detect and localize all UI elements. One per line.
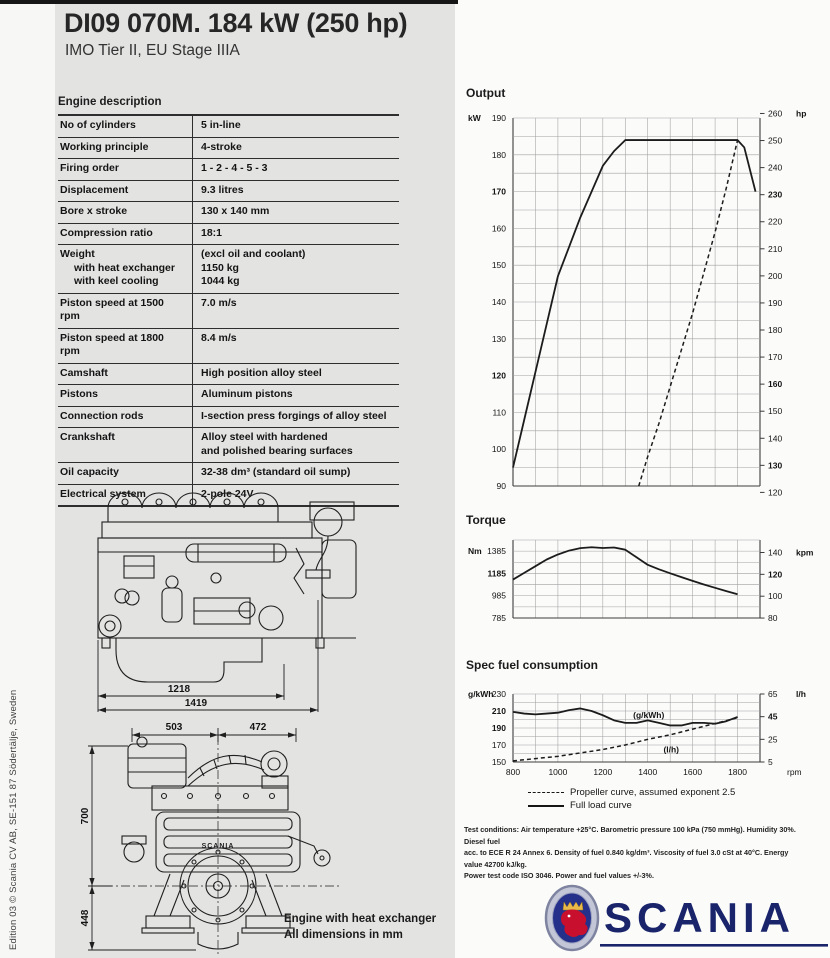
- footnote-line-2: acc. to ECE R 24 Annex 6. Density of fuel 0.840 kg/dm³. Viscosity of fuel 3.0 cSt at 40°C. Energy value 42700 kJ/kg.: [464, 848, 789, 869]
- spec-value-line: 130 x 140 mm: [201, 205, 270, 217]
- left-axis-tick-label: 230: [491, 689, 506, 699]
- spec-value-line: 1 - 2 - 4 - 5 - 3: [201, 162, 268, 174]
- caption-line-1: Engine with heat exchanger: [284, 913, 437, 925]
- legend-full-load-curve: [528, 799, 735, 812]
- right-axis-tick-label: 260: [768, 108, 783, 119]
- table-row: [58, 202, 399, 224]
- curve-propeller-curve: [639, 140, 738, 486]
- left-axis-unit-label: g/kWh: [468, 689, 494, 699]
- spec-label-cell: [58, 224, 192, 245]
- svg-text:SCANIA: SCANIA: [201, 843, 235, 850]
- spec-value-line: I-section press forgings of alloy steel: [201, 409, 387, 422]
- output-chart-title: Output: [466, 86, 506, 100]
- right-axis-tick-label: 80: [768, 613, 778, 624]
- spec-value-line: 7.0 m/s: [201, 296, 237, 309]
- spec-label-line: Piston speed at 1800 rpm: [60, 331, 164, 357]
- spec-value-line: 9.3 litres: [201, 183, 244, 196]
- spec-label-cell: [58, 364, 192, 385]
- left-axis-tick-label: 785: [491, 613, 506, 623]
- spec-label-line: Bore x stroke: [60, 205, 128, 217]
- spec-value-line: Aluminum pistons: [201, 388, 293, 400]
- table-row: [58, 245, 399, 294]
- legend-propeller-label: Propeller curve, assumed exponent 2.5: [570, 787, 736, 798]
- caption-line-2: All dimensions in mm: [284, 928, 403, 941]
- spec-label-line: Piston speed at 1500 rpm: [60, 296, 164, 322]
- spec-value-cell: [192, 245, 399, 293]
- series-inline-label: (l/h): [663, 744, 680, 755]
- spec-value-line: Alloy steel with hardened: [201, 431, 328, 443]
- left-axis-tick-label: 120: [491, 370, 506, 381]
- spec-value-line: 1150 kg: [201, 261, 239, 274]
- spec-value-cell: [192, 202, 399, 223]
- spec-value-cell: [192, 138, 399, 159]
- right-axis-tick-label: 170: [768, 352, 783, 363]
- left-axis-tick-label: 210: [491, 706, 506, 716]
- series-inline-label: (g/kWh): [633, 709, 665, 720]
- spec-value-cell: [192, 159, 399, 180]
- table-row: [58, 116, 399, 138]
- spec-label-line: Compression ratio: [60, 226, 153, 239]
- x-axis-unit-label: rpm: [787, 767, 802, 777]
- right-axis-tick-label: 240: [768, 162, 783, 173]
- engine-side-view-drawing: [66, 478, 406, 713]
- spec-label-cell: [58, 428, 192, 462]
- table-row: [58, 224, 399, 246]
- table-row: [58, 181, 399, 203]
- left-axis-tick-label: 160: [491, 223, 506, 234]
- left-axis-tick-label: 1185: [487, 568, 506, 579]
- table-row: [58, 385, 399, 407]
- right-axis-tick-label: 25: [768, 734, 778, 745]
- left-axis-tick-label: 90: [496, 481, 506, 491]
- spec-value-line: 4-stroke: [201, 140, 242, 153]
- right-axis-tick-label: 200: [768, 270, 783, 281]
- right-axis-tick-label: 45: [768, 711, 778, 722]
- engine-table-heading: Engine description: [58, 96, 162, 108]
- spec-label-line: Electrical system: [60, 487, 146, 500]
- right-axis-tick-label: 120: [768, 487, 783, 498]
- right-axis-unit-label: l/h: [796, 689, 806, 699]
- table-row: [58, 159, 399, 181]
- right-axis-tick-label: 250: [768, 135, 783, 146]
- x-axis-tick-label: 1000: [548, 767, 568, 777]
- spec-label-line: with heat exchanger: [74, 261, 175, 274]
- spec-label-line: No of cylinders: [60, 119, 136, 131]
- right-axis-tick-label: 120: [768, 569, 783, 580]
- spec-label-cell: [58, 181, 192, 202]
- spec-label-line: Displacement: [60, 183, 129, 196]
- page-subtitle: IMO Tier II, EU Stage IIIA: [65, 42, 240, 59]
- torque-chart-title: Torque: [466, 513, 506, 527]
- left-axis-unit-label: Nm: [468, 546, 482, 557]
- spec-label-line: Weight: [60, 248, 95, 260]
- spec-value-cell: [192, 329, 399, 363]
- spec-label-cell: [58, 202, 192, 223]
- right-axis-tick-label: 140: [768, 433, 783, 444]
- legend-full-load-label: Full load curve: [570, 800, 632, 811]
- spec-label-line: Working principle: [60, 140, 149, 153]
- spec-label-cell: [58, 159, 192, 180]
- front-view-dimensions-top: [132, 722, 296, 742]
- spec-label-line: Connection rods: [60, 409, 144, 422]
- spec-label-cell: [58, 116, 192, 137]
- left-axis-tick-label: 130: [491, 333, 506, 344]
- left-axis-tick-label: 140: [491, 297, 506, 307]
- right-axis-tick-label: 160: [768, 379, 783, 390]
- drawing-caption: [284, 912, 436, 943]
- svg-text:1218: 1218: [167, 684, 191, 695]
- svg-text:503: 503: [165, 722, 183, 733]
- x-axis-tick-label: 1400: [638, 767, 658, 777]
- left-axis-tick-label: 985: [491, 590, 506, 601]
- x-axis-tick-label: 1200: [593, 767, 613, 777]
- dashed-line-swatch: [528, 792, 564, 793]
- spec-label-cell: [58, 138, 192, 159]
- torque-chart: [460, 533, 830, 633]
- left-axis-tick-label: 170: [491, 740, 506, 750]
- right-axis-tick-label: 100: [768, 591, 783, 602]
- test-conditions-note: [464, 824, 796, 882]
- solid-line-swatch: [528, 805, 564, 807]
- spec-value-line: 8.4 m/s: [201, 331, 237, 344]
- spec-value-line: 32-38 dm³ (standard oil sump): [201, 466, 351, 478]
- spec-label-line: with keel cooling: [74, 275, 159, 287]
- spec-value-cell: [192, 428, 399, 462]
- table-row: [58, 364, 399, 386]
- spec-value-line: 2-pole 24V: [201, 487, 254, 500]
- svg-text:448: 448: [80, 909, 91, 927]
- spec-label-line: Firing order: [60, 162, 119, 174]
- spec-value-cell: [192, 364, 399, 385]
- spec-value-cell: [192, 224, 399, 245]
- side-view-dimension-1218: [98, 600, 318, 712]
- table-row: [58, 428, 399, 463]
- edition-imprint-text: Edition 03 © Scania CV AB, SE-151 87 Södertälje, Sweden: [8, 689, 19, 950]
- page-title: DI09 070M. 184 kW (250 hp): [64, 8, 408, 38]
- right-axis-tick-label: 220: [768, 216, 783, 227]
- right-axis-unit-label: kpm: [796, 547, 814, 558]
- svg-text:700: 700: [80, 807, 91, 825]
- side-view-dimension-1419: [98, 698, 318, 713]
- table-row: [58, 138, 399, 160]
- footnote-line-3: Power test code ISO 3046. Power and fuel values +/-3%.: [464, 871, 654, 881]
- spec-label-line: Camshaft: [60, 366, 108, 379]
- spec-value-line: High position alloy steel: [201, 366, 322, 379]
- right-axis-tick-label: 150: [768, 406, 783, 417]
- right-axis-tick-label: 140: [768, 547, 783, 558]
- right-axis-tick-label: 190: [768, 297, 783, 308]
- spec-label-line: Pistons: [60, 388, 98, 400]
- spec-value-line: 18:1: [201, 226, 223, 239]
- spec-value-line: 5 in-line: [201, 119, 241, 131]
- right-axis-tick-label: 5: [768, 757, 773, 767]
- right-axis-tick-label: 230: [768, 189, 783, 200]
- left-axis-tick-label: 150: [491, 260, 506, 271]
- left-axis-tick-label: 190: [491, 723, 506, 733]
- chart-legend: [528, 786, 735, 812]
- spec-label-cell: [58, 245, 192, 293]
- spec-label-cell: [58, 407, 192, 428]
- left-axis-tick-label: 180: [491, 149, 506, 160]
- curve-full-load-curve: [513, 140, 756, 468]
- spec-value-cell: [192, 407, 399, 428]
- left-axis-unit-label: kW: [468, 113, 481, 123]
- spec-value-cell: [192, 116, 399, 137]
- right-axis-tick-label: 65: [768, 689, 778, 699]
- spec-label-line: Oil capacity: [60, 466, 119, 478]
- right-axis-tick-label: 210: [768, 243, 783, 254]
- left-axis-tick-label: 190: [491, 113, 506, 123]
- left-axis-tick-label: 170: [491, 186, 506, 197]
- table-row: [58, 294, 399, 329]
- x-axis-tick-label: 1800: [728, 767, 748, 777]
- footnote-line-1: Test conditions: Air temperature +25°C. Barometric pressure 100 kPa (750 mmHg). Humidity 30%. Diesel fuel: [464, 825, 796, 846]
- spec-value-line: and polished bearing surfaces: [201, 444, 353, 457]
- scania-logo: [542, 878, 830, 956]
- spec-label-cell: [58, 294, 192, 328]
- left-axis-tick-label: 1385: [487, 546, 506, 557]
- scania-wordmark: SCANIA: [604, 894, 796, 941]
- output-chart: [460, 103, 830, 498]
- spec-value-cell: [192, 294, 399, 328]
- left-axis-tick-label: 100: [491, 444, 506, 455]
- left-axis-tick-label: 150: [491, 757, 506, 767]
- svg-text:472: 472: [249, 722, 267, 733]
- right-axis-tick-label: 180: [768, 325, 783, 336]
- scania-griffin-badge-icon: [546, 886, 598, 950]
- spec-label-line: Crankshaft: [60, 431, 115, 443]
- logo-underline-rule: [600, 944, 828, 947]
- fuel-chart-title: Spec fuel consumption: [466, 658, 599, 672]
- right-axis-tick-label: 130: [768, 460, 783, 471]
- spec-value-cell: [192, 385, 399, 406]
- spec-label-cell: [58, 329, 192, 363]
- table-row: [58, 407, 399, 429]
- legend-propeller-curve: [528, 786, 735, 799]
- fuel-consumption-chart: [460, 690, 830, 790]
- spec-label-cell: [58, 385, 192, 406]
- left-axis-tick-label: 110: [492, 407, 506, 418]
- x-axis-tick-label: 800: [505, 767, 521, 777]
- spec-value-line: (excl oil and coolant): [201, 248, 306, 260]
- spec-value-line: 1044 kg: [201, 275, 240, 287]
- engine-spec-table: [58, 114, 399, 507]
- svg-text:1419: 1419: [184, 698, 208, 709]
- side-view-line-art: [98, 493, 356, 682]
- right-axis-unit-label: hp: [796, 108, 807, 119]
- x-axis-tick-label: 1600: [683, 767, 703, 777]
- spec-value-cell: [192, 181, 399, 202]
- table-row: [58, 329, 399, 364]
